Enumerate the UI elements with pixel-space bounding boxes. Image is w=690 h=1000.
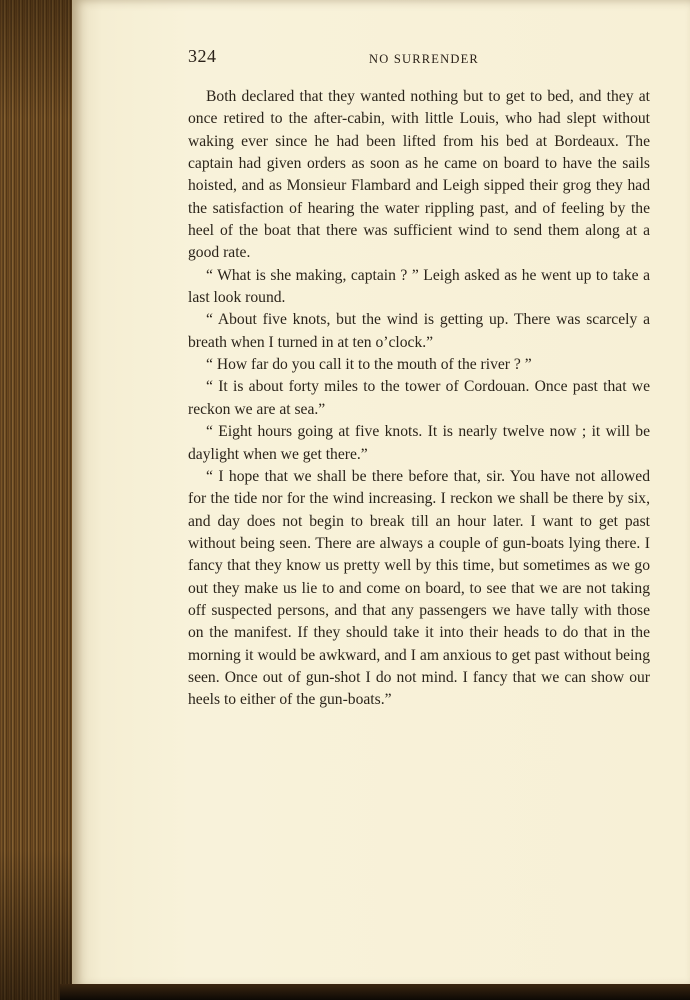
paragraph: “ How far do you call it to the mouth of the river ? ” [206, 356, 532, 374]
page-number: 324 [188, 46, 217, 66]
paragraph: “ I hope that we shall be there before that, sir. You have not allowed for the tide nor for the wind increasing. I reckon we shall be there by six, and day does not begin to break till an hour later. I want to get past without being seen. There are always a couple of gun-boats lying there. I fancy that they know us pretty well by this time, but sometimes as we go out they make us lie to and come on board, to see that we are not taking off suspected persons, and that any passengers we have tally with those on the manifest. If they should take it into their heads to do that in the morning it would be awkward, and I am anxious to get past without being seen. Once out of gun-shot I do not mind. I fancy that we can show our heels to either of the gun-boats.” [188, 467, 650, 709]
page-header [188, 44, 650, 72]
paragraph: Both declared that they wanted nothing but to get to bed, and they at once retired to the after-cabin, with little Louis, who had slept without waking ever since he had been lifted from his bed at Bordeaux. The captain had given orders as soon as he came on board to have the sails hoisted, and as Monsieur Flambard and Leigh sipped their grog they had the satisfaction of hearing the water rippling past, and of feeling by the heel of the boat that there was sufficient wind to send them along at a good rate. [188, 88, 650, 262]
paragraph: “ It is about forty miles to the tower of Cordouan. Once past that we reckon we are at sea.” [188, 378, 650, 418]
page-edges [0, 0, 72, 1000]
paragraph: “ What is she making, captain ? ” Leigh asked as he went up to take a last look round. [188, 266, 650, 307]
body-text [188, 86, 650, 712]
page-bottom-edge [60, 984, 690, 1000]
paragraph: “ Eight hours going at five knots. It is nearly twelve now ; it will be daylight when we get there.” [188, 423, 650, 463]
running-title: NO SURRENDER [369, 52, 479, 66]
paragraph: “ About five knots, but the wind is getting up. There was scarcely a breath when I turned in at ten o’clock.” [188, 311, 650, 351]
